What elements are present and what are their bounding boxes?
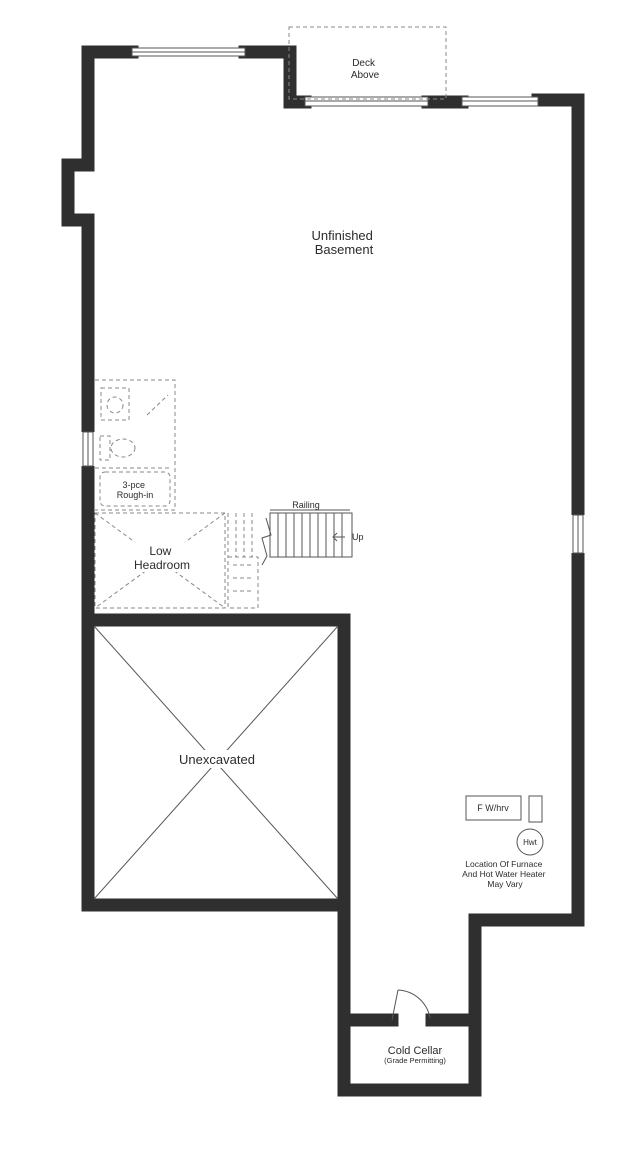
rough-in-label: 3-pce Rough-in bbox=[116, 480, 154, 500]
low-headroom-area bbox=[95, 513, 225, 608]
mechanical bbox=[462, 796, 548, 889]
railing-label: Railing bbox=[292, 500, 320, 510]
basement-label: Unfinished Basement bbox=[311, 228, 374, 257]
hrv-box bbox=[529, 796, 542, 822]
low-headroom-label: Low Headroom bbox=[133, 544, 191, 572]
sink-icon bbox=[107, 397, 123, 413]
cold-cellar bbox=[344, 990, 475, 1065]
cold-cellar-note: (Grade Permitting) bbox=[384, 1056, 446, 1065]
bathroom-rough-in bbox=[95, 380, 175, 510]
deck-label: Deck Above bbox=[350, 58, 380, 81]
furnace-label: F W/hrv bbox=[477, 803, 509, 813]
toilet-tank bbox=[100, 436, 110, 460]
hwt-label: Hwt bbox=[523, 838, 537, 847]
vanity bbox=[101, 388, 129, 420]
unexcavated-label: Unexcavated bbox=[179, 752, 255, 767]
toilet-icon bbox=[111, 439, 135, 457]
windows bbox=[83, 48, 583, 553]
staircase bbox=[228, 500, 364, 608]
stairs-up-label: Up bbox=[352, 532, 364, 542]
cold-cellar-label: Cold Cellar bbox=[387, 1045, 443, 1057]
door-swing bbox=[398, 990, 430, 1018]
unexcavated-area bbox=[88, 620, 344, 905]
furnace-note: Location Of Furnace And Hot Water Heater May Vary bbox=[462, 859, 546, 889]
